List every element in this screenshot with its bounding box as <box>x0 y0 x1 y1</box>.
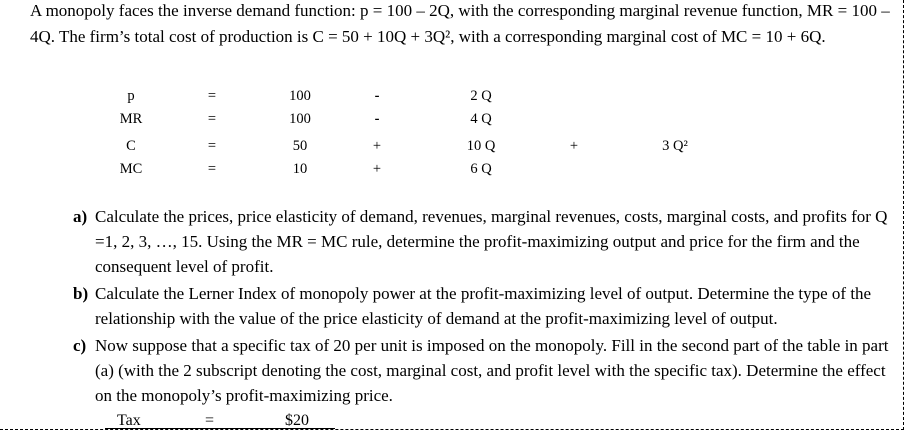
tax-label: Tax <box>117 412 141 429</box>
constant-term: 100 <box>289 111 311 127</box>
constant-term: 50 <box>292 138 308 154</box>
equals-sign: = <box>207 111 217 127</box>
q-term: 10 Q <box>466 138 496 154</box>
operator: - <box>374 111 380 127</box>
tax-underline <box>105 428 335 429</box>
part-marker: a) <box>73 207 88 226</box>
equals-sign: = <box>207 161 217 177</box>
constant-term: 10 <box>292 161 308 177</box>
row-label: MR <box>119 111 143 127</box>
tax-equals: = <box>205 412 215 429</box>
question-parts <box>73 204 893 410</box>
constant-term: 100 <box>289 88 311 104</box>
part-text: Calculate the prices, price elasticity of demand, revenues, marginal revenues, costs, marginal costs, and profits for Q =1, 2, 3, …, 15. Using the MR = MC rule, determine the profit-maximizing output and price for the firm and the consequent level of profit. <box>95 207 888 276</box>
equals-sign: = <box>207 88 217 104</box>
q-term: 4 Q <box>470 111 492 127</box>
row-label: MC <box>119 161 143 177</box>
tax-value: $20 <box>285 412 309 429</box>
row-label: C <box>126 138 136 154</box>
operator: + <box>569 138 579 154</box>
question-part <box>73 204 893 279</box>
question-part <box>73 333 893 408</box>
part-text: Now suppose that a specific tax of 20 per unit is imposed on the monopoly. Fill in the second part of the table in part (a) (with the 2 subscript denoting the cost, marginal cost, and profit level with the specific tax). Determine the effect on the monopoly’s profit-maximizing price. <box>95 336 889 405</box>
problem-intro: A monopoly faces the inverse demand function: p = 100 – 2Q, with the corresponding marginal revenue function, MR = 100 – 4Q. The firm’s total cost of production is C = 50 + 10Q + 3Q², with a corresponding marginal cost of MC = 10 + 6Q. <box>30 1 890 46</box>
equals-sign: = <box>207 138 217 154</box>
q-term: 6 Q <box>470 161 492 177</box>
part-text: Calculate the Lerner Index of monopoly power at the profit-maximizing level of output. Determine the type of the relationship with the value of the price elasticity of demand at the profit-maximizing level of output. <box>95 284 872 328</box>
operator: + <box>372 161 382 177</box>
q-term: 2 Q <box>470 88 492 104</box>
question-part <box>73 281 893 331</box>
part-marker: b) <box>73 284 89 303</box>
q-squared-term: 3 Q² <box>662 138 688 154</box>
operator: - <box>374 88 380 104</box>
part-marker: c) <box>73 336 87 355</box>
operator: + <box>372 138 382 154</box>
row-label: p <box>127 88 135 104</box>
